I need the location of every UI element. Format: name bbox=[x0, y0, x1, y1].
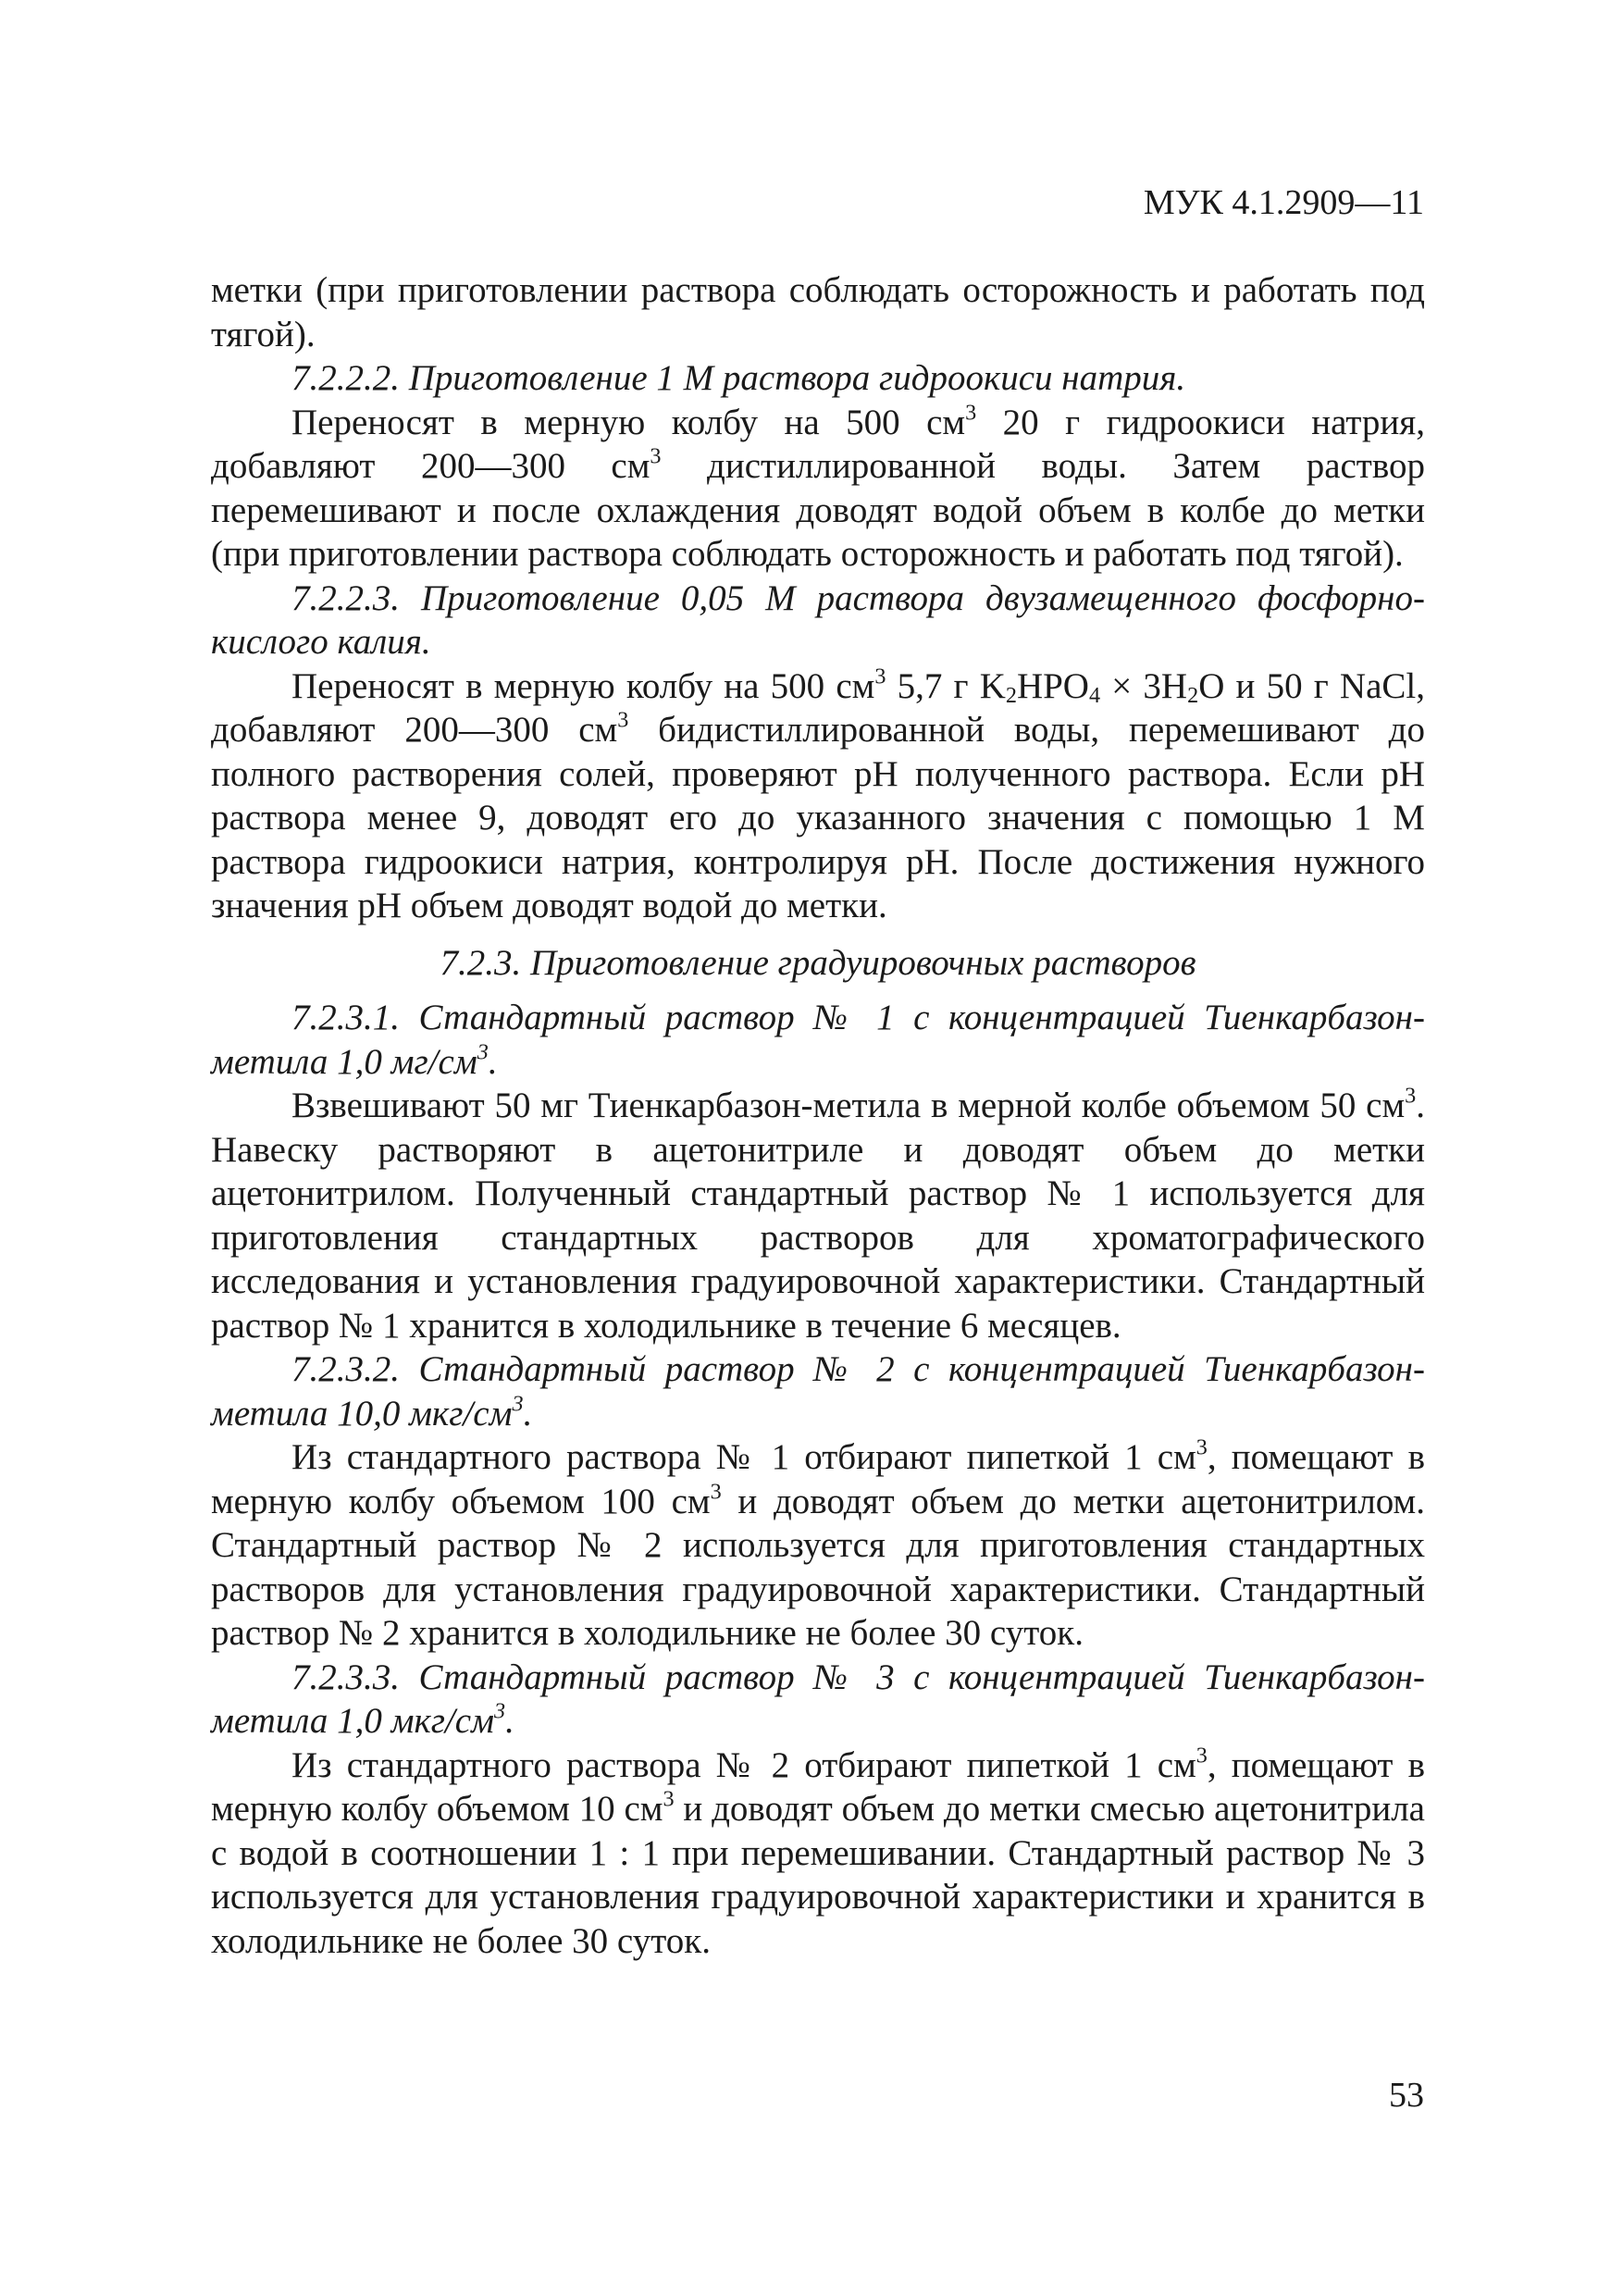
text-run: Переносят в мерную колбу на 500 см bbox=[291, 665, 875, 706]
text-run: , помещают в мерную колбу объемом 100 см bbox=[211, 1437, 1425, 1521]
text-run: Переносят в мерную колбу на 500 см bbox=[291, 402, 966, 442]
text-run: и доводят объем до метки ацетонитрилом. Стандартный раствор № 2 используется для приготовления стандартных растворов для установления градуировочной характеристики. Стандартный раствор № 2 хранится в холодильнике не более 30 суток. bbox=[211, 1481, 1425, 1653]
section-heading-7-2-3-2 bbox=[211, 1347, 1425, 1435]
superscript: 3 bbox=[1196, 1434, 1208, 1460]
text-run: бидистиллированной воды, перемешивают до полного растворения солей, проверяют pH полученного раствора. Если pH раствора менее 9, доводят его до указанного значения с помощью 1 М раствора гидроокиси натрия, контролируя pH. После достижения нужного значения pH объем доводят водой до метки. bbox=[211, 710, 1425, 925]
superscript: 3 bbox=[650, 443, 662, 469]
paragraph-standard-solution-1 bbox=[211, 1084, 1425, 1347]
text-run: 7.2.3.3. Стандартный раствор № 3 с концентрацией Тиенкарбазон-метила 1,0 мкг/см bbox=[211, 1657, 1425, 1741]
superscript: 3 bbox=[874, 663, 886, 689]
superscript: 3 bbox=[663, 1786, 675, 1812]
text-run: . bbox=[523, 1393, 533, 1433]
body-text bbox=[211, 268, 1425, 1963]
subscript: 2 bbox=[1005, 682, 1017, 708]
text-run: . Навеску растворяют в ацетонитриле и доводят объем до метки ацетонитрилом. Полученный стандартный раствор № 1 используется для приготовления стандартных растворов для хроматографического исследования и установления градуировочной характеристики. Стандартный раствор № 1 хранится в холодильнике в течение 6 месяцев. bbox=[211, 1086, 1425, 1346]
paragraph-standard-solution-2 bbox=[211, 1435, 1425, 1656]
section-heading-7-2-2-2: 7.2.2.2. Приготовление 1 М раствора гидроокиси натрия. bbox=[291, 358, 1186, 398]
text-run: 20 г гидроокиси натрия, добавляют 200—300 см bbox=[211, 402, 1425, 486]
section-heading-7-2-2-3: 7.2.2.3. Приготовление 0,05 М раствора двузамещенного фосфорно-кислого калия. bbox=[211, 577, 1425, 662]
text-run: 7.2.3.1. Стандартный раствор № 1 с концентрацией Тиенкарбазон-метила 1,0 мг/см bbox=[211, 998, 1425, 1082]
text-run: HPO bbox=[1016, 665, 1089, 706]
paragraph-phosphate-preparation bbox=[211, 664, 1425, 928]
text-run: . bbox=[505, 1701, 514, 1741]
text-run: и доводят объем до метки смесью ацетонитрила с водой в соотношении 1 : 1 при перемешивании. Стандартный раствор № 3 используется для установления градуировочной характеристики и хранится в холодильнике не более 30 суток. bbox=[211, 1789, 1425, 1961]
paragraph-naoh-preparation bbox=[211, 401, 1425, 577]
subscript: 4 bbox=[1088, 682, 1101, 708]
subscript: 2 bbox=[1187, 682, 1199, 708]
text-run: Из стандартного раствора № 1 отбирают пипеткой 1 см bbox=[291, 1437, 1196, 1477]
text-run: , помещают в мерную колбу объемом 10 см bbox=[211, 1744, 1425, 1829]
superscript: 3 bbox=[477, 1038, 489, 1064]
text-run: 7.2.3.2. Стандартный раствор № 2 с концентрацией Тиенкарбазон-метила 10,0 мкг/см bbox=[211, 1349, 1425, 1433]
text-run: O и 50 г NaCl, добавляют 200—300 см bbox=[211, 665, 1425, 750]
section-heading-7-2-3: 7.2.3. Приготовление градуировочных растворов bbox=[440, 942, 1196, 983]
superscript: 3 bbox=[710, 1478, 722, 1504]
superscript: 3 bbox=[617, 707, 629, 733]
page-number: 53 bbox=[1389, 2076, 1424, 2115]
text-run: 5,7 г K bbox=[886, 665, 1006, 706]
section-heading-7-2-3-1 bbox=[211, 996, 1425, 1084]
text-run: Из стандартного раствора № 2 отбирают пипеткой 1 см bbox=[291, 1744, 1196, 1785]
paragraph-continuation: метки (при приготовлении раствора соблюдать осторожность и работать под тягой). bbox=[211, 270, 1425, 354]
superscript: 3 bbox=[965, 399, 977, 425]
text-run: дистиллированной воды. Затем раствор перемешивают и после охлаждения доводят водой объем в колбе до метки (при приготовлении раствора соблюдать осторожность и работать под тягой). bbox=[211, 446, 1426, 574]
text-run: × 3H bbox=[1100, 665, 1188, 706]
text-run: . bbox=[488, 1041, 498, 1082]
superscript: 3 bbox=[512, 1390, 524, 1416]
document-code-header: МУК 4.1.2909—11 bbox=[1143, 183, 1424, 222]
paragraph-standard-solution-3 bbox=[211, 1744, 1425, 1964]
section-heading-7-2-3-3 bbox=[211, 1656, 1425, 1744]
superscript: 3 bbox=[493, 1698, 506, 1724]
superscript: 3 bbox=[1196, 1742, 1208, 1768]
text-run: Взвешивают 50 мг Тиенкарбазон-метила в мерной колбе объемом 50 см bbox=[291, 1086, 1406, 1125]
superscript: 3 bbox=[1405, 1083, 1417, 1109]
